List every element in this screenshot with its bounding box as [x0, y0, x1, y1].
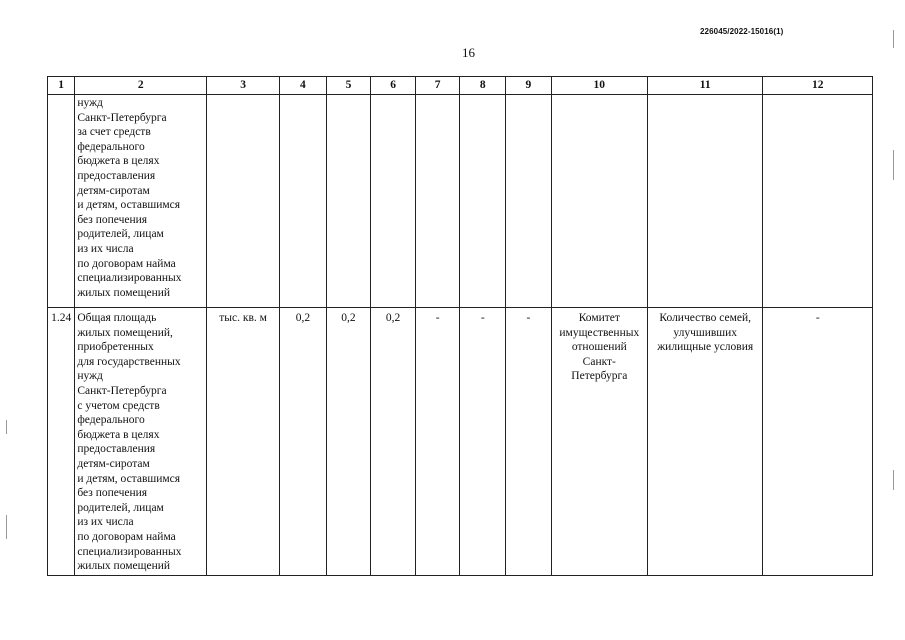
- column-number-12: 12: [763, 77, 873, 95]
- column-number-4: 4: [280, 77, 327, 95]
- column-number-3: 3: [207, 77, 280, 95]
- scan-edge-mark: [6, 420, 7, 434]
- table-row: [48, 308, 873, 576]
- indicator-name-cell: Общая площадь жилых помещений, приобретенных для государственных нужд Санкт-Петербурга с учетом средств федерального бюджета в целях предоставления детям-сиротам и детям, оставшимся без попечения родителей, лицам из их числа по договорам найма специализированных жилых помещений: [75, 308, 207, 576]
- value-cell-8: [460, 95, 506, 308]
- value-cell-6: 0,2: [371, 308, 416, 576]
- result-indicator-cell: [647, 95, 763, 308]
- value-cell-5: [326, 95, 371, 308]
- unit-cell: [207, 95, 280, 308]
- value-cell-9: -: [506, 308, 552, 576]
- column-number-10: 10: [551, 77, 647, 95]
- column-number-2: 2: [75, 77, 207, 95]
- executor-cell: Комитет имущественных отношений Санкт- Петербурга: [551, 308, 647, 576]
- value-cell-7: [415, 95, 460, 308]
- column-number-header: [48, 77, 873, 95]
- value-cell-9: [506, 95, 552, 308]
- scan-edge-mark: [893, 30, 894, 48]
- row-number-cell: [48, 95, 75, 308]
- value-cell-4: 0,2: [280, 308, 327, 576]
- value-cell-5: 0,2: [326, 308, 371, 576]
- row-number-cell: 1.24: [48, 308, 75, 576]
- table-row: [48, 95, 873, 308]
- document-registration-number: 226045/2022-15016(1): [700, 27, 784, 36]
- result-indicator-cell: Количество семей, улучшивших жилищные условия: [647, 308, 763, 576]
- scan-edge-mark: [893, 150, 894, 180]
- column-number-7: 7: [415, 77, 460, 95]
- column-number-5: 5: [326, 77, 371, 95]
- column-number-1: 1: [48, 77, 75, 95]
- unit-cell: тыс. кв. м: [207, 308, 280, 576]
- value-cell-6: [371, 95, 416, 308]
- value-cell-4: [280, 95, 327, 308]
- column-number-9: 9: [506, 77, 552, 95]
- value-cell-12: -: [763, 308, 873, 576]
- page-number: 16: [462, 45, 475, 60]
- executor-cell: [551, 95, 647, 308]
- column-number-11: 11: [647, 77, 763, 95]
- column-number-8: 8: [460, 77, 506, 95]
- indicators-table: [47, 76, 873, 576]
- column-number-6: 6: [371, 77, 416, 95]
- scan-edge-mark: [893, 470, 894, 490]
- value-cell-8: -: [460, 308, 506, 576]
- value-cell-7: -: [415, 308, 460, 576]
- value-cell-12: [763, 95, 873, 308]
- indicator-name-cell: нужд Санкт-Петербурга за счет средств федерального бюджета в целях предоставления детям-сиротам и детям, оставшимся без попечения родителей, лицам из их числа по договорам найма специализированных жилых помещений: [75, 95, 207, 308]
- scan-edge-mark: [6, 515, 7, 539]
